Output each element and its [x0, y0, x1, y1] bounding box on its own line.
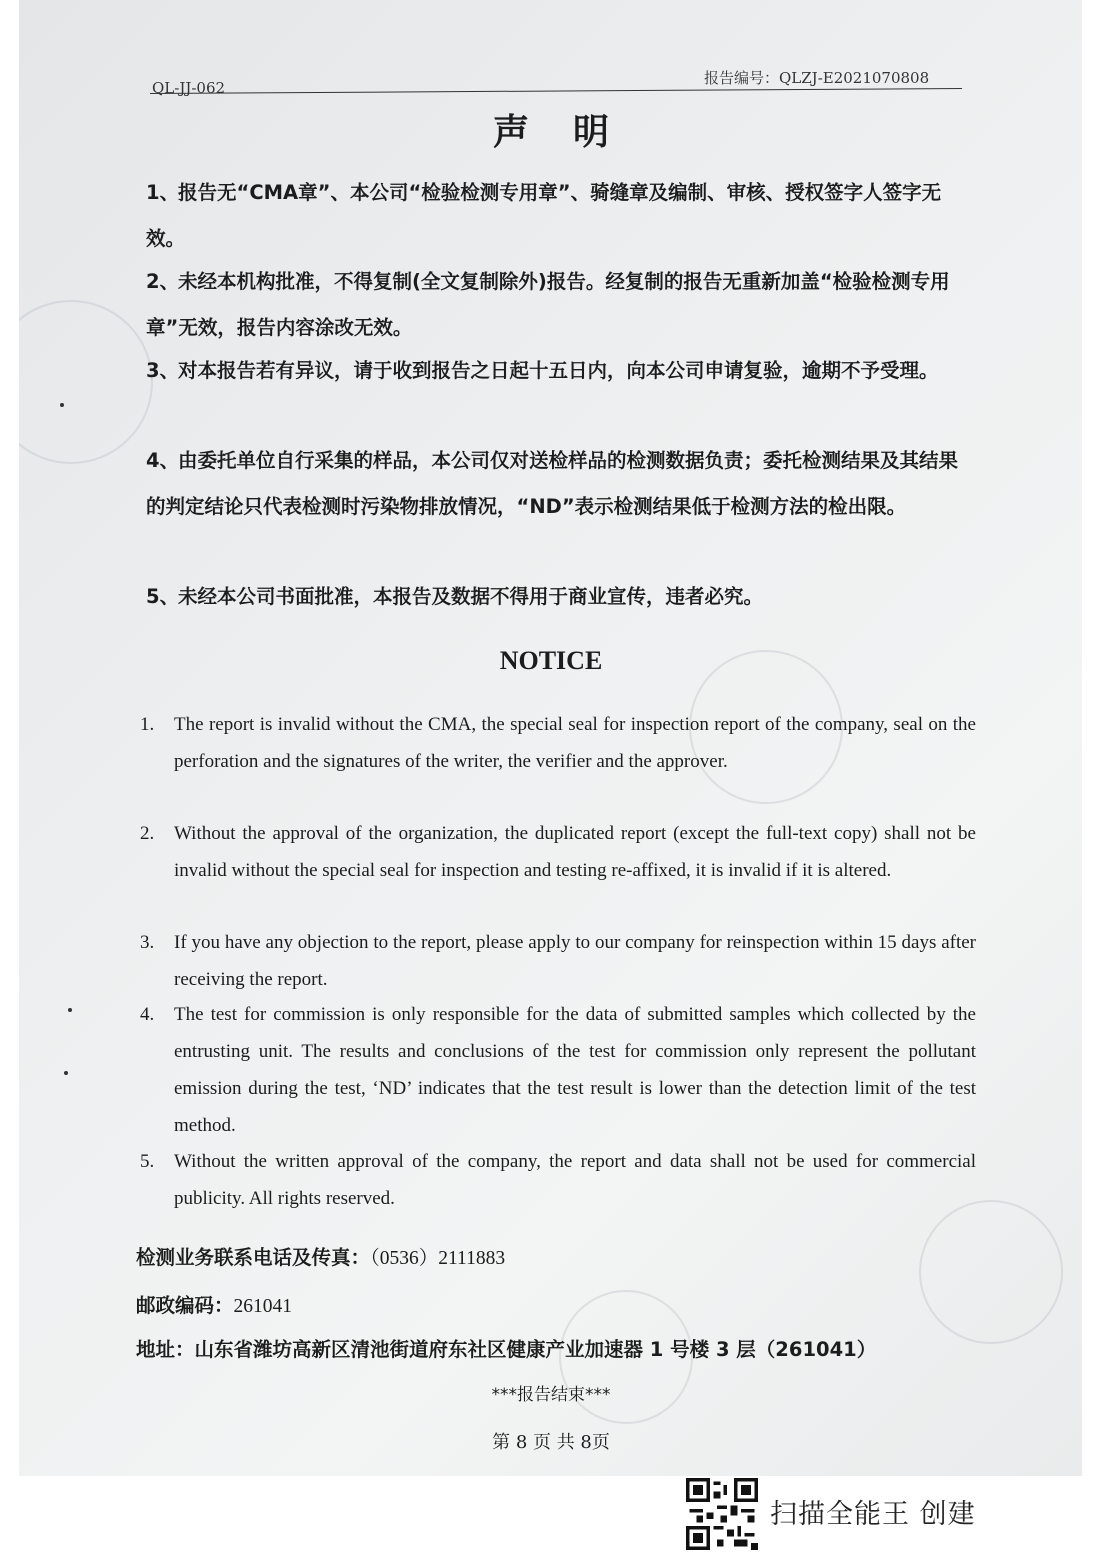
- en-item: [140, 1143, 976, 1217]
- qr-code-icon: [686, 1478, 758, 1550]
- en-item-text: The test for commission is only responsible for the data of submitted samples which collected by the entrusting unit. The results and conclusions of the test for commission only represent the pollutant emission during the test, ‘ND’ indicates that the test result is lower than the detection limit of the test method.: [174, 1004, 976, 1136]
- cn-item: [146, 438, 976, 530]
- contact-phone-label: 检测业务联系电话及传真：: [136, 1246, 371, 1269]
- cn-item-text: 未经本机构批准，不得复制(全文复制除外)报告。经复制的报告无重新加盖“检验检测专用章”无效，报告内容涂改无效。: [146, 270, 950, 339]
- watermark-globe: [919, 1200, 1063, 1344]
- page-number: 第 8 页 共 8页: [492, 1432, 610, 1453]
- cn-item-number: 3、: [146, 359, 180, 382]
- contact-postcode: [136, 1290, 292, 1318]
- en-item-text: If you have any objection to the report, please apply to our company for reinspection within 15 days after receiving the report.: [174, 932, 976, 990]
- cn-item: [146, 348, 976, 394]
- cn-item: [146, 574, 976, 620]
- cn-item-number: 1、: [146, 181, 180, 204]
- en-item-text: The report is invalid without the CMA, the special seal for inspection report of the company, seal on the perforation and the signatures of the writer, the verifier and the approver.: [174, 714, 976, 772]
- contact-phone-value: （0536）2111883: [370, 1248, 506, 1269]
- en-item-number: 3.: [140, 932, 155, 953]
- en-item-number: 1.: [140, 714, 155, 735]
- contact-address-value: 山东省潍坊高新区清池街道府东社区健康产业加速器 1 号楼 3 层（261041）: [194, 1338, 877, 1361]
- en-item-number: 2.: [140, 823, 155, 844]
- doc-code: QL-JJ-062: [152, 79, 226, 97]
- cn-item-number: 2、: [146, 270, 180, 293]
- cn-item-text: 由委托单位自行采集的样品，本公司仅对送检样品的检测数据负责；委托检测结果及其结果的判定结论只代表检测时污染物排放情况，“ND”表示检测结果低于检测方法的检出限。: [146, 449, 959, 518]
- en-item: [140, 996, 976, 1144]
- cn-item: [146, 170, 976, 262]
- cn-item-text: 未经本公司书面批准，本报告及数据不得用于商业宣传，违者必究。: [178, 585, 764, 608]
- en-item: [140, 924, 976, 998]
- en-item: [140, 815, 976, 889]
- page-title-cn: 声明: [492, 111, 653, 153]
- scan-speck: [68, 1008, 72, 1012]
- en-item-text: Without the approval of the organization, the duplicated report (except the full-text copy) shall not be invalid without the special seal for inspection and testing re-affixed, it is invalid if it is altered.: [174, 823, 976, 881]
- watermark-globe: [19, 300, 153, 464]
- en-item-number: 5.: [140, 1151, 155, 1172]
- scan-speck: [64, 1071, 68, 1075]
- report-number: 报告编号：QLZJ-E2021070808: [704, 69, 930, 87]
- en-item-text: Without the written approval of the company, the report and data shall not be used for commercial publicity. All rights reserved.: [174, 1151, 976, 1209]
- cn-item-text: 报告无“CMA章”、本公司“检验检测专用章”、骑缝章及编制、审核、授权签字人签字无效。: [146, 181, 942, 250]
- contact-address-label: 地址：: [136, 1338, 195, 1361]
- en-item-number: 4.: [140, 1004, 155, 1025]
- page-title-en: NOTICE: [499, 646, 603, 675]
- cn-item-number: 4、: [146, 449, 180, 472]
- scan-speck: [60, 403, 64, 407]
- cn-item-number: 5、: [146, 585, 180, 608]
- report-end-mark: ***报告结束***: [491, 1385, 611, 1405]
- contact-postcode-value: 261041: [233, 1296, 293, 1317]
- contact-postcode-label: 邮政编码：: [136, 1294, 234, 1317]
- contact-phone: [136, 1242, 505, 1270]
- cn-item-text: 对本报告若有异议，请于收到报告之日起十五日内，向本公司申请复验，逾期不予受理。: [178, 359, 939, 382]
- scanner-watermark: 扫描全能王 创建: [770, 1499, 976, 1530]
- cn-item: [146, 259, 976, 351]
- contact-address: [136, 1334, 876, 1362]
- en-item: [140, 706, 976, 780]
